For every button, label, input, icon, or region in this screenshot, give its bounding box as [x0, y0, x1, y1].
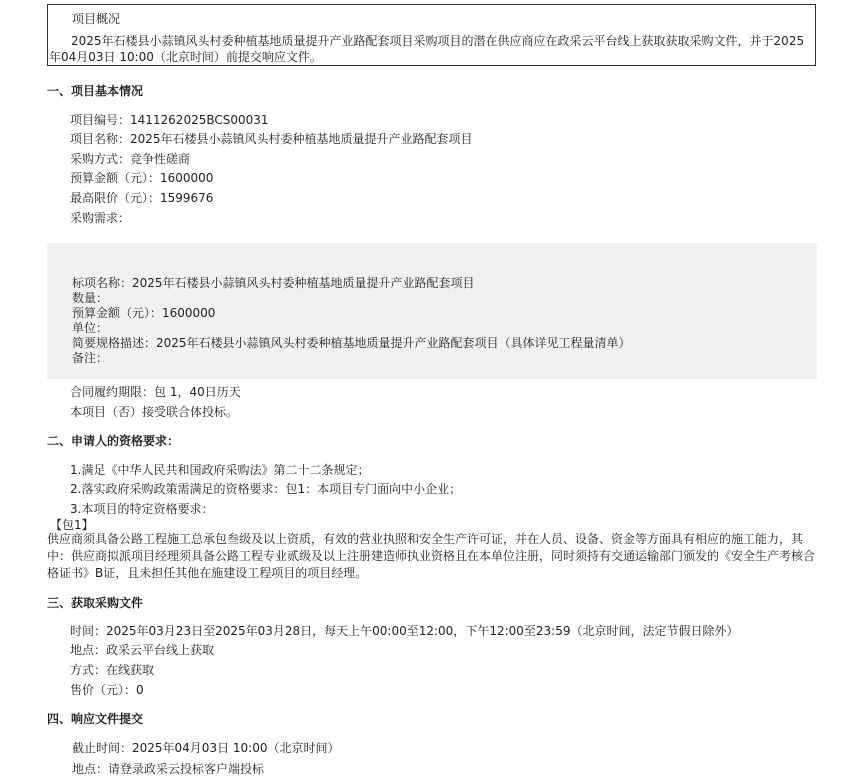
submission-place: 地点：请登录政采云投标客户端投标	[72, 762, 265, 776]
budget-amount: 预算金额（元）：1600000	[70, 171, 214, 185]
obtain-time: 时间：2025年03月23日至2025年03月28日，每天上午00:00至12:00，下午12:00至23:59（北京时间，法定节假日除外）	[70, 624, 739, 638]
procurement-method: 采购方式：竞争性磋商	[70, 152, 191, 166]
obtain-method: 方式：在线获取	[70, 663, 155, 677]
section-submission-title: 四、响应文件提交	[47, 712, 144, 726]
project-number: 项目编号：1411262025BCS00031	[70, 113, 269, 127]
section-obtain-docs-title: 三、获取采购文件	[47, 596, 144, 610]
overview-text: 2025年石楼县小蒜镇风头村委种植基地质量提升产业路配套项目采购项目的潜在供应商应在政采云平台线上获取获取采购文件，并于2025年04月03日 10:00（北京时间）前提交响应文件。	[49, 34, 805, 64]
package-requirement-text: 供应商须具备公路工程施工总承包叁级及以上资质，有效的营业执照和安全生产许可证，并在人员、设备、资金等方面具有相应的施工能力，其中：供应商拟派项目经理须具备公路工程专业贰级及以上注册建造师执业资格且在本单位注册，同时须持有交通运输部门颁发的《安全生产考核合格证书》B证，且未担任其他在施建设工程项目的项目经理。	[47, 532, 816, 580]
lot-budget: 预算金额（元）：1600000	[72, 306, 216, 320]
project-overview-box	[47, 4, 816, 66]
lot-name: 标项名称：2025年石楼县小蒜镇风头村委种植基地质量提升产业路配套项目	[72, 276, 475, 290]
document-price: 售价（元）：0	[70, 683, 144, 697]
section-qualification-title: 二、申请人的资格要求：	[47, 434, 180, 448]
lot-spec: 简要规格描述：2025年石楼县小蒜镇风头村委种植基地质量提升产业路配套项目（具体详见工程量清单）	[72, 336, 631, 350]
lot-details-panel	[47, 243, 817, 379]
project-name: 项目名称：2025年石楼县小蒜镇风头村委种植基地质量提升产业路配套项目	[70, 132, 473, 146]
max-price: 最高限价（元）：1599676	[70, 191, 214, 205]
qualification-item-3: 3.本项目的特定资格要求：	[70, 502, 214, 516]
qualification-item-2: 2.落实政府采购政策需满足的资格要求：包1：本项目专门面向中小企业；	[70, 482, 462, 496]
submission-deadline: 截止时间：2025年04月03日 10:00（北京时间）	[72, 741, 340, 755]
section-basic-info-title: 一、项目基本情况	[47, 84, 144, 98]
lot-quantity: 数量：	[72, 291, 109, 305]
overview-title: 项目概况	[72, 12, 121, 26]
lot-remark: 备注：	[72, 351, 109, 365]
obtain-place: 地点：政采云平台线上获取	[70, 643, 215, 657]
lot-unit: 单位：	[72, 321, 109, 335]
package-label: 【包1】	[50, 518, 94, 532]
consortium-note: 本项目（否）接受联合体投标。	[70, 405, 239, 419]
qualification-item-1: 1.满足《中华人民共和国政府采购法》第二十二条规定；	[70, 463, 370, 477]
procurement-requirement: 采购需求：	[70, 211, 131, 225]
contract-period: 合同履约期限：包 1，40日历天	[70, 385, 241, 399]
